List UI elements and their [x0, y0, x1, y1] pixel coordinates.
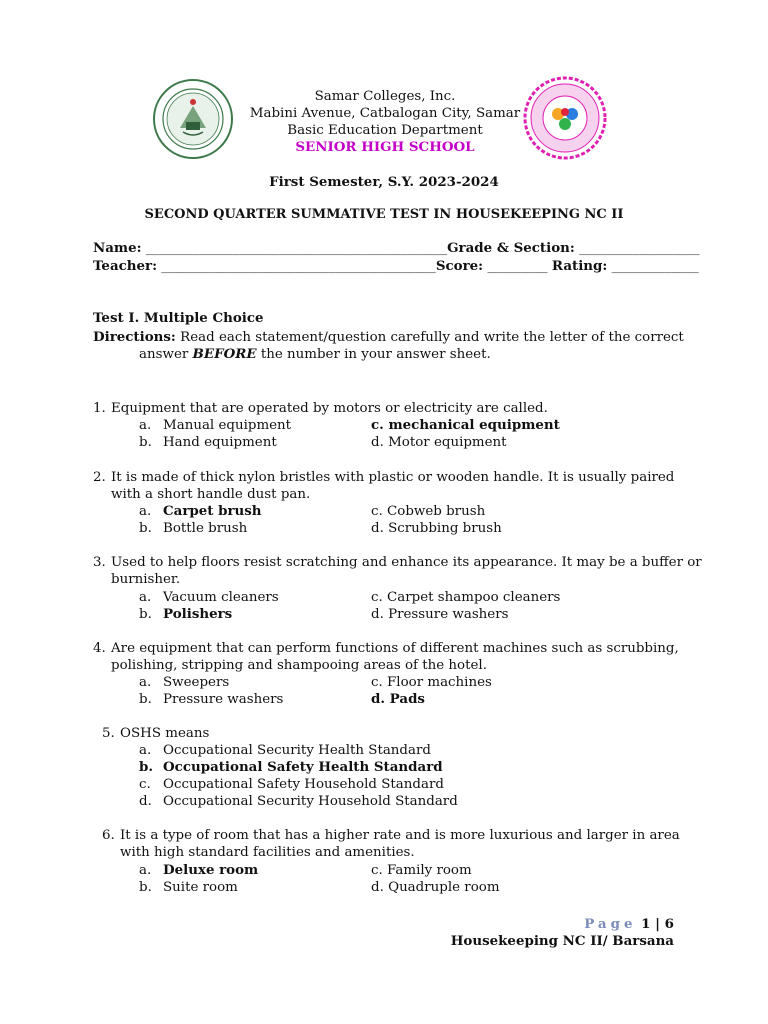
option-d: d. Motor equipment [371, 435, 507, 450]
option-letter-c: c. [139, 777, 151, 792]
rating-field[interactable]: _____________ [611, 259, 699, 274]
option-b: Bottle brush [163, 521, 248, 536]
question-text-cont: with high standard facilities and amenities. [120, 845, 415, 860]
option-a: Manual equipment [163, 418, 292, 433]
directions-emphasis: BEFORE [192, 346, 257, 362]
question-number: 3. [93, 555, 106, 570]
question-text-cont: burnisher. [111, 572, 181, 587]
option-d: d. Quadruple room [371, 880, 500, 895]
option-d: d. Pressure washers [371, 607, 509, 622]
question-text: OSHS means [120, 726, 210, 741]
teacher-label: Teacher: [93, 258, 158, 274]
test-title: SECOND QUARTER SUMMATIVE TEST IN HOUSEKEEPING NC II [144, 207, 624, 222]
option-a: Vacuum cleaners [163, 590, 279, 605]
option-b: Suite room [163, 880, 238, 895]
school-name: Samar Colleges, Inc. [314, 89, 456, 104]
option-c-correct: c. mechanical equipment [371, 417, 560, 433]
directions-text-2b: the number in your answer sheet. [260, 347, 491, 362]
directions-line-2 [139, 346, 491, 363]
option-a-correct: Carpet brush [163, 503, 262, 519]
question-number: 5. [102, 726, 115, 741]
option-c: Occupational Safety Household Standard [163, 777, 444, 792]
teacher-line [93, 258, 699, 275]
option-b-correct: Occupational Safety Health Standard [163, 759, 443, 775]
school-address: Mabini Avenue, Catbalogan City, Samar [249, 106, 521, 121]
score-label: Score: [435, 258, 484, 274]
page-number: 1 | 6 [641, 916, 674, 932]
school-department: Basic Education Department [287, 123, 483, 138]
option-letter-a: a. [139, 675, 152, 690]
option-letter-b: b. [139, 435, 152, 450]
question-text: Equipment that are operated by motors or electricity are called. [111, 401, 548, 416]
option-b: Pressure washers [163, 692, 284, 707]
section-title: Test I. Multiple Choice [93, 310, 264, 326]
question-text: It is a type of room that has a higher rate and is more luxurious and larger in area [120, 828, 680, 843]
option-d-correct: d. Pads [371, 691, 425, 707]
name-field[interactable]: _____________________________________________ [145, 241, 448, 256]
option-letter-b: b. [139, 521, 152, 536]
rating-label: Rating: [551, 258, 608, 274]
option-letter-b: b. [139, 607, 152, 622]
option-letter-a: a. [139, 590, 152, 605]
directions-line-1 [93, 329, 684, 346]
option-c: c. Cobweb brush [371, 504, 486, 519]
option-letter-b: b. [139, 880, 152, 895]
question-number: 6. [102, 828, 115, 843]
option-d: Occupational Security Household Standard [163, 794, 458, 809]
option-letter-a: a. [139, 504, 152, 519]
semester-heading: First Semester, S.Y. 2023-2024 [269, 174, 499, 190]
option-c: c. Carpet shampoo cleaners [371, 590, 561, 605]
question-text: Used to help floors resist scratching and enhance its appearance. It may be a buffer or [111, 555, 702, 570]
grade-section-field[interactable]: __________________ [579, 241, 700, 256]
page-indicator [584, 916, 674, 932]
directions-text-2a: answer [139, 347, 189, 362]
option-c: c. Floor machines [371, 675, 492, 690]
option-a-correct: Deluxe room [163, 862, 259, 878]
teacher-field[interactable]: _________________________________________ [161, 259, 436, 274]
directions-text: Read each statement/question carefully and write the letter of the correct [180, 330, 684, 345]
school-division: SENIOR HIGH SCHOOL [295, 139, 475, 155]
option-c: c. Family room [371, 863, 472, 878]
question-number: 1. [93, 401, 106, 416]
footer-course: Housekeeping NC II/ Barsana [450, 933, 674, 949]
option-d: d. Scrubbing brush [371, 521, 502, 536]
name-line [93, 240, 700, 257]
question-text: Are equipment that can perform functions of different machines such as scrubbing, [111, 641, 679, 656]
samar-college-seal-logo [152, 78, 234, 160]
grade-section-label: Grade & Section: [447, 240, 575, 256]
option-letter-b: b. [139, 759, 154, 775]
question-number: 2. [93, 470, 106, 485]
question-text-cont: with a short handle dust pan. [111, 487, 311, 502]
option-b-correct: Polishers [163, 606, 233, 622]
score-field[interactable]: _________ [487, 259, 548, 274]
question-text: It is made of thick nylon bristles with plastic or wooden handle. It is usually paired [111, 470, 675, 485]
option-letter-a: a. [139, 863, 152, 878]
option-letter-b: b. [139, 692, 152, 707]
option-b: Hand equipment [163, 435, 277, 450]
question-number: 4. [93, 641, 106, 656]
option-a: Occupational Security Health Standard [163, 743, 431, 758]
option-letter-a: a. [139, 418, 152, 433]
option-a: Sweepers [163, 675, 230, 690]
page-word: Page [584, 916, 637, 932]
question-text-cont: polishing, stripping and shampooing areas of the hotel. [111, 658, 487, 673]
option-letter-a: a. [139, 743, 152, 758]
option-letter-d: d. [139, 794, 152, 809]
name-label: Name: [93, 240, 142, 256]
directions-label: Directions: [93, 329, 176, 345]
